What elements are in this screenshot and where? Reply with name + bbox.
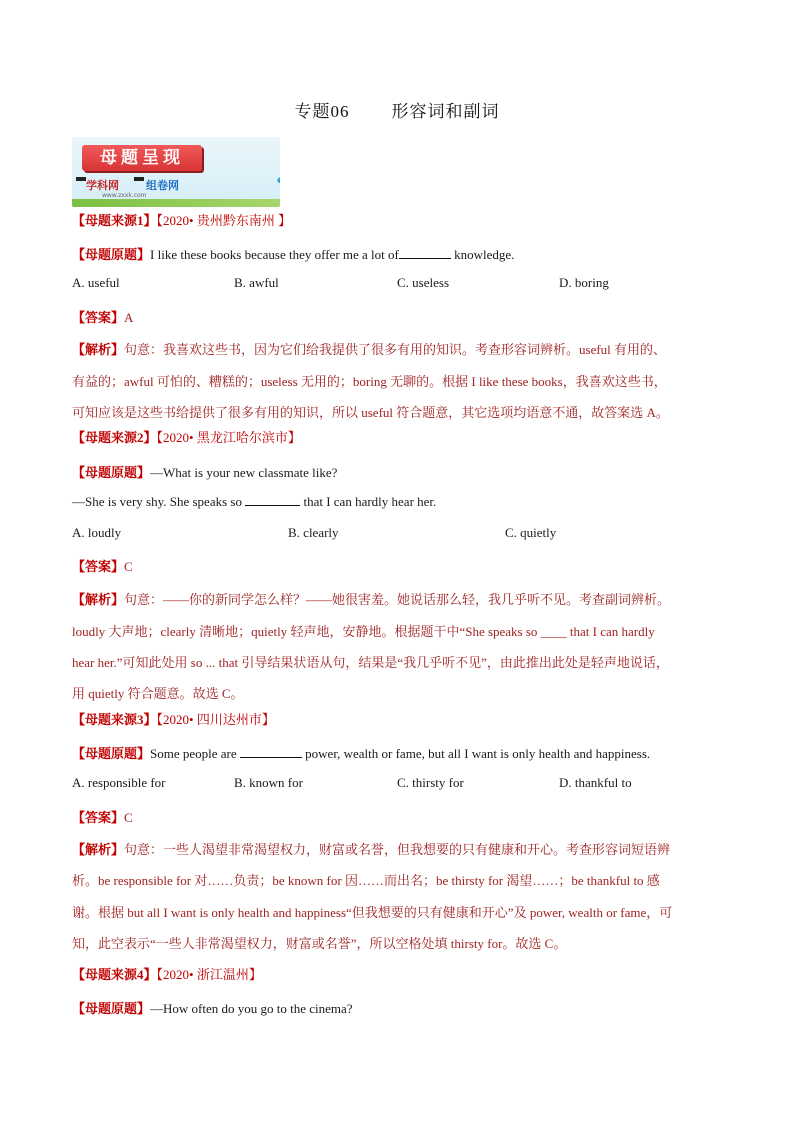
option-d: D. boring [559, 275, 609, 290]
teacher-arm [276, 161, 280, 183]
q4-source: 【母题来源4】【2020• 浙江温州】 [72, 967, 262, 982]
answer-blank [245, 493, 300, 506]
banner-logo-xuekewang: 学科网 [86, 179, 119, 192]
q3-options [72, 775, 724, 793]
banner-logo-zujuanwang: 组卷网 [146, 179, 179, 192]
graduation-cap-icon [76, 177, 86, 181]
q3-answer: 【答案】C [72, 810, 133, 825]
q2-options [72, 525, 724, 543]
option-c: C. quietly [505, 525, 557, 540]
banner-title: 母题呈现 [82, 145, 202, 171]
q2-analysis-line-3: hear her.”可知此处用 so ... that 引导结果状语从句，结果是“我几乎听不见”，由此推出此处是轻声地说话， [72, 655, 669, 670]
page-title [0, 97, 794, 122]
q2-answer: 【答案】C [72, 559, 133, 574]
option-a: A. loudly [72, 525, 122, 540]
q1-analysis-line-3: 可知应该是这些书给提供了很多有用的知识，所以 useful 符合题意，其它选项均语意不通，故答案选 A。 [72, 405, 669, 420]
q1-source: 【母题来源1】【2020• 贵州黔东南州 】 [72, 213, 292, 228]
banner-stripe [72, 199, 280, 207]
q2-analysis-line-4: 用 quietly 符合题意。故选 C。 [72, 686, 244, 701]
option-b: B. known for [234, 775, 303, 790]
answer-blank [399, 246, 451, 259]
q1-analysis-line-2: 有益的；awful 可怕的、糟糕的；useless 无用的；boring 无聊的。根据 I like these books，我喜欢这些书， [72, 374, 667, 389]
q1-question: 【母题原题】I like these books because they offer me a lot of knowledge. [72, 247, 515, 262]
banner-url: www.zxxk.com [102, 192, 147, 199]
q2-source: 【母题来源2】【2020• 黑龙江哈尔滨市】 [72, 430, 301, 445]
q2-question: 【母题原题】—What is your new classmate like? [72, 465, 338, 480]
section-banner [72, 137, 280, 207]
option-b: B. awful [234, 275, 279, 290]
option-c: C. useless [397, 275, 449, 290]
title-topic-name: 形容词和副词 [391, 102, 500, 121]
title-topic-number: 专题06 [294, 102, 350, 121]
option-a: A. useful [72, 275, 120, 290]
q1-answer: 【答案】A [72, 310, 134, 325]
q2-analysis-line-2: loudly 大声地；clearly 清晰地；quietly 轻声地，安静地。根据题干中“She speaks so ____ that I can hardly [72, 624, 655, 639]
option-a: A. responsible for [72, 775, 166, 790]
graduation-cap-icon [134, 177, 144, 181]
q3-analysis-line-3: 谢。根据 but all I want is only health and happiness“但我想要的只有健康和开心”及 power, wealth or fame，可 [72, 905, 673, 920]
q3-analysis-line-1: 【解析】句意：一些人渴望非常渴望权力，财富或名誉，但我想要的只有健康和开心。考查形容词短语辨 [72, 842, 671, 857]
q3-analysis-line-2: 析。be responsible for 对……负责；be known for 因……而出名；be thirsty for 渴望……；be thankful to 感 [72, 873, 660, 888]
q2-analysis-line-1: 【解析】句意：——你的新同学怎么样？——她很害羞。她说话那么轻，我几乎听不见。考查副词辨析。 [72, 592, 671, 607]
q3-question: 【母题原题】Some people are power, wealth or fame, but all I want is only health and happiness. [72, 746, 651, 761]
q2-stem-line-2: —She is very shy. She speaks so that I can hardly hear her. [72, 494, 437, 509]
option-b: B. clearly [288, 525, 339, 540]
q4-question: 【母题原题】—How often do you go to the cinema? [72, 1001, 353, 1016]
q3-analysis-line-4: 知，此空表示“一些人非常渴望权力，财富或名誉”，所以空格处填 thirsty for。故选 C。 [72, 936, 567, 951]
q1-options [72, 275, 724, 293]
option-c: C. thirsty for [397, 775, 464, 790]
q3-source: 【母题来源3】【2020• 四川达州市】 [72, 712, 275, 727]
answer-blank [240, 745, 302, 758]
q1-analysis-line-1: 【解析】句意：我喜欢这些书，因为它们给我提供了很多有用的知识。考查形容词辨析。useful 有用的、 [72, 342, 667, 357]
option-d: D. thankful to [559, 775, 632, 790]
